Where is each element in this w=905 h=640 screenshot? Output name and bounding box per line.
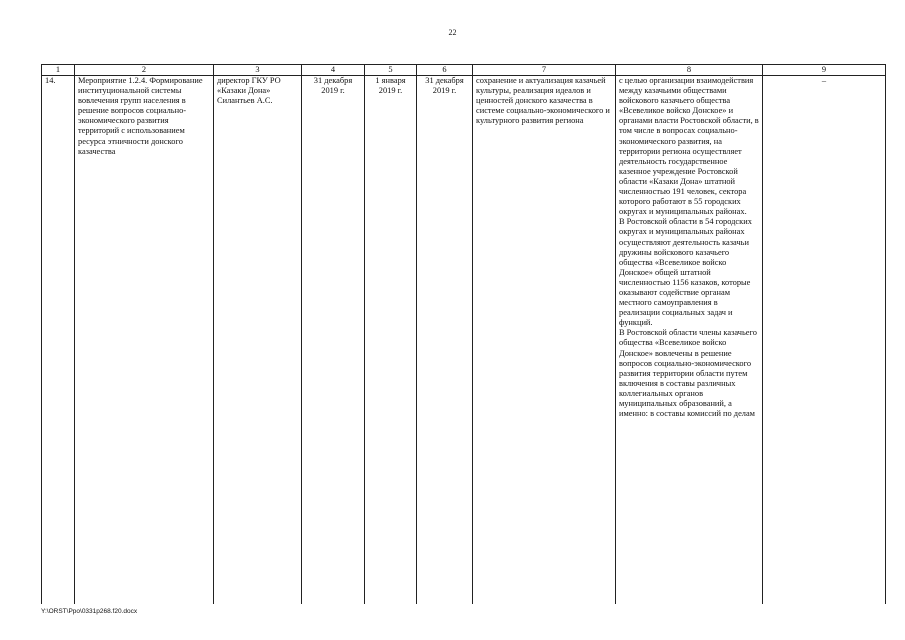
page-number: 22 — [448, 28, 457, 37]
file-path-footer: Y:\ORST\Ppo\0331p268.f20.docx — [41, 608, 138, 615]
report-table — [41, 64, 886, 604]
expected-result: сохранение и актуализация казачьей культуры, реализация идеалов и ценностей донского казачества в системе социально-экономического и культурного развития региона — [473, 76, 616, 605]
header-col-3: 3 — [214, 65, 302, 76]
actual-result — [616, 76, 763, 605]
executor: директор ГКУ РО «Казаки Дона» Силантьев А.С. — [214, 76, 302, 605]
fact-start-date: 1 января 2019 г. — [365, 76, 417, 605]
header-col-4: 4 — [302, 65, 365, 76]
header-col-9: 9 — [763, 65, 886, 76]
note: – — [763, 76, 886, 605]
actual-result-paragraph-2: В Ростовской области в 54 городских округах и муниципальных районах осуществляют деятельность казачьи дружины войскового казачьего общества «Всевеликое войско Донское» общей штатной численностью 1156 казаков, которые оказывают содействие органам местного самоуправления в реализации социальных задач и функций. — [619, 217, 752, 328]
plan-end-date: 31 декабря 2019 г. — [417, 76, 473, 605]
header-col-6: 6 — [417, 65, 473, 76]
header-row — [42, 65, 886, 76]
header-col-2: 2 — [75, 65, 214, 76]
plan-start-date: 31 декабря 2019 г. — [302, 76, 365, 605]
actual-result-paragraph-1: с целью организации взаимодействия между казачьими обществами войскового казачьего общества «Всевеликое войско Донское» и органами власти Ростовской области, в том числе в вопросах социально-экономического развития, на территории региона осуществляет деятельность государственное казенное учреждение Ростовской области «Казаки Дона» штатной численностью 191 человек, сектора которого работают в 55 городских округах и муниципальных районах. — [619, 76, 759, 217]
header-col-5: 5 — [365, 65, 417, 76]
header-col-8: 8 — [616, 65, 763, 76]
header-col-7: 7 — [473, 65, 616, 76]
row-number: 14. — [42, 76, 75, 605]
actual-result-paragraph-3: В Ростовской области члены казачьего общества «Всевеликое войско Донское» вовлечены в решение вопросов социально-экономического развития территории области путем включения в составы различных коллегиальных органов муниципальных образований, а именно: в составы комиссий по делам — [619, 328, 757, 419]
table-row — [42, 76, 886, 605]
header-col-1: 1 — [42, 65, 75, 76]
measure-name: Мероприятие 1.2.4. Формирование институциональной системы вовлечения групп населения в решение вопросов социально-экономического развития территорий с использованием ресурса этничности донского казачества — [75, 76, 214, 605]
